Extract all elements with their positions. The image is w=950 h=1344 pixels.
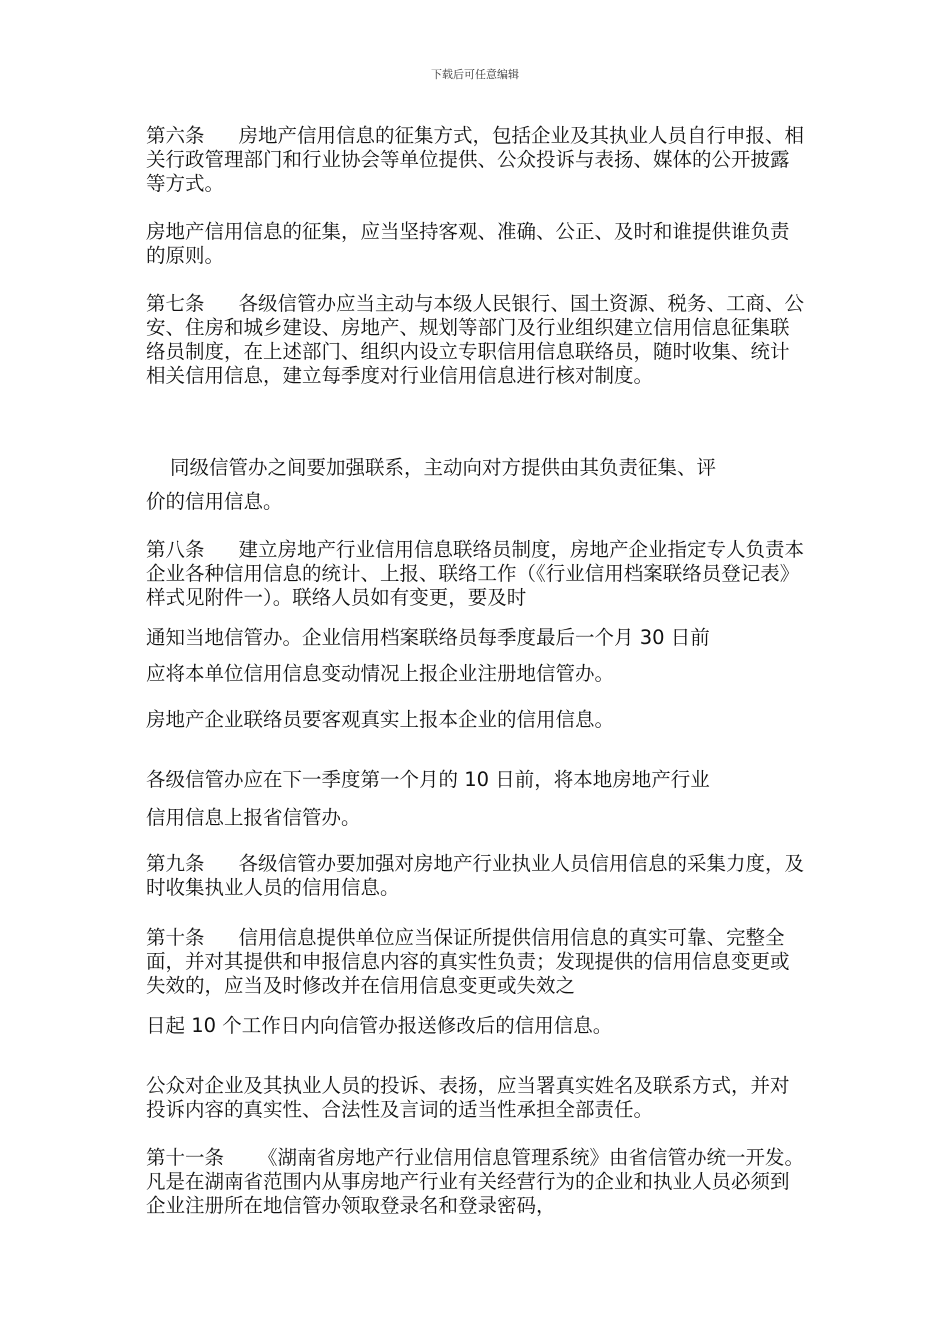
working-days-number: 10	[191, 1014, 217, 1037]
article-8-paragraph	[146, 538, 806, 610]
article-number: 第十条	[146, 926, 205, 949]
article-7-paragraph	[146, 292, 806, 388]
paragraph-text: 各级信管办应当主动与本级人民银行、国土资源、税务、工商、公安、住房和城乡建设、房地产、规划等部门及行业组织建立信用信息征集联络员制度，在上述部门、组织内设立专职信用信息联络员，随时收集、统计相关信用信息，建立每季度对行业信用信息进行核对制度。	[146, 292, 805, 387]
article-number: 第九条	[146, 852, 205, 875]
paragraph-text: 信用信息提供单位应当保证所提供信用信息的真实可靠、完整全面，并对其提供和申报信息内容的真实性负责；发现提供的信用信息变更或失效的，应当及时修改并在信用信息变更或失效之	[146, 926, 790, 997]
article-6-paragraph	[146, 124, 806, 196]
paragraph-text: 房地产信用信息的征集方式，包括企业及其执业人员自行申报、相关行政管理部门和行业协会等单位提供、公众投诉与表扬、媒体的公开披露等方式。	[146, 124, 805, 195]
article-8-line-4: 通知当地信管办。企业信用档案联络员每季度最后一个月 30 日前	[146, 626, 710, 649]
deadline-day-number: 30	[639, 626, 665, 649]
article-number: 第十一条	[146, 1146, 225, 1169]
article-8-line-5: 应将本单位信用信息变动情况上报企业注册地信管办。	[146, 662, 615, 685]
paragraph-text: 建立房地产行业信用信息联络员制度，房地产企业指定专人负责本企业各种信用信息的统计、上报、联络工作（《行业信用档案联络员登记表》样式见附件一）。联络人员如有变更，要及时	[146, 538, 805, 609]
page-header: 下载后可任意编辑	[431, 68, 519, 81]
report-day-number: 10	[464, 768, 490, 791]
liaison-report-paragraph: 房地产企业联络员要客观真实上报本企业的信用信息。	[146, 708, 615, 731]
article-11-paragraph	[146, 1146, 806, 1218]
paragraph-text: 《湖南省房地产行业信用信息管理系统》由省信管办统一开发。凡是在湖南省范围内从事房地产行业有关经营行为的企业和执业人员必须到企业注册所在地信管办领取登录名和登录密码，	[146, 1146, 805, 1217]
paragraph-text: 各级信管办要加强对房地产行业执业人员信用信息的采集力度，及时收集执业人员的信用信息。	[146, 852, 805, 899]
quarterly-report-line-2: 信用信息上报省信管办。	[146, 806, 361, 829]
collection-principle-paragraph: 房地产信用信息的征集，应当坚持客观、准确、公正、及时和谁提供谁负责的原则。	[146, 220, 790, 267]
cooperation-line-1: 同级信管办之间要加强联系，主动向对方提供由其负责征集、评	[170, 456, 717, 479]
public-complaint-paragraph: 公众对企业及其执业人员的投诉、表扬，应当署真实姓名及联系方式，并对投诉内容的真实性、合法性及言词的适当性承担全部责任。	[146, 1074, 790, 1121]
article-9-paragraph	[146, 852, 806, 900]
article-number: 第六条	[146, 124, 205, 147]
article-number: 第八条	[146, 538, 205, 561]
article-10-line-4: 日起 10 个工作日内向信管办报送修改后的信用信息。	[146, 1014, 613, 1037]
cooperation-line-2: 价的信用信息。	[146, 490, 283, 513]
quarterly-report-line-1: 各级信管办应在下一季度第一个月的 10 日前，将本地房地产行业	[146, 768, 710, 791]
article-number: 第七条	[146, 292, 205, 315]
article-10-paragraph	[146, 926, 806, 998]
